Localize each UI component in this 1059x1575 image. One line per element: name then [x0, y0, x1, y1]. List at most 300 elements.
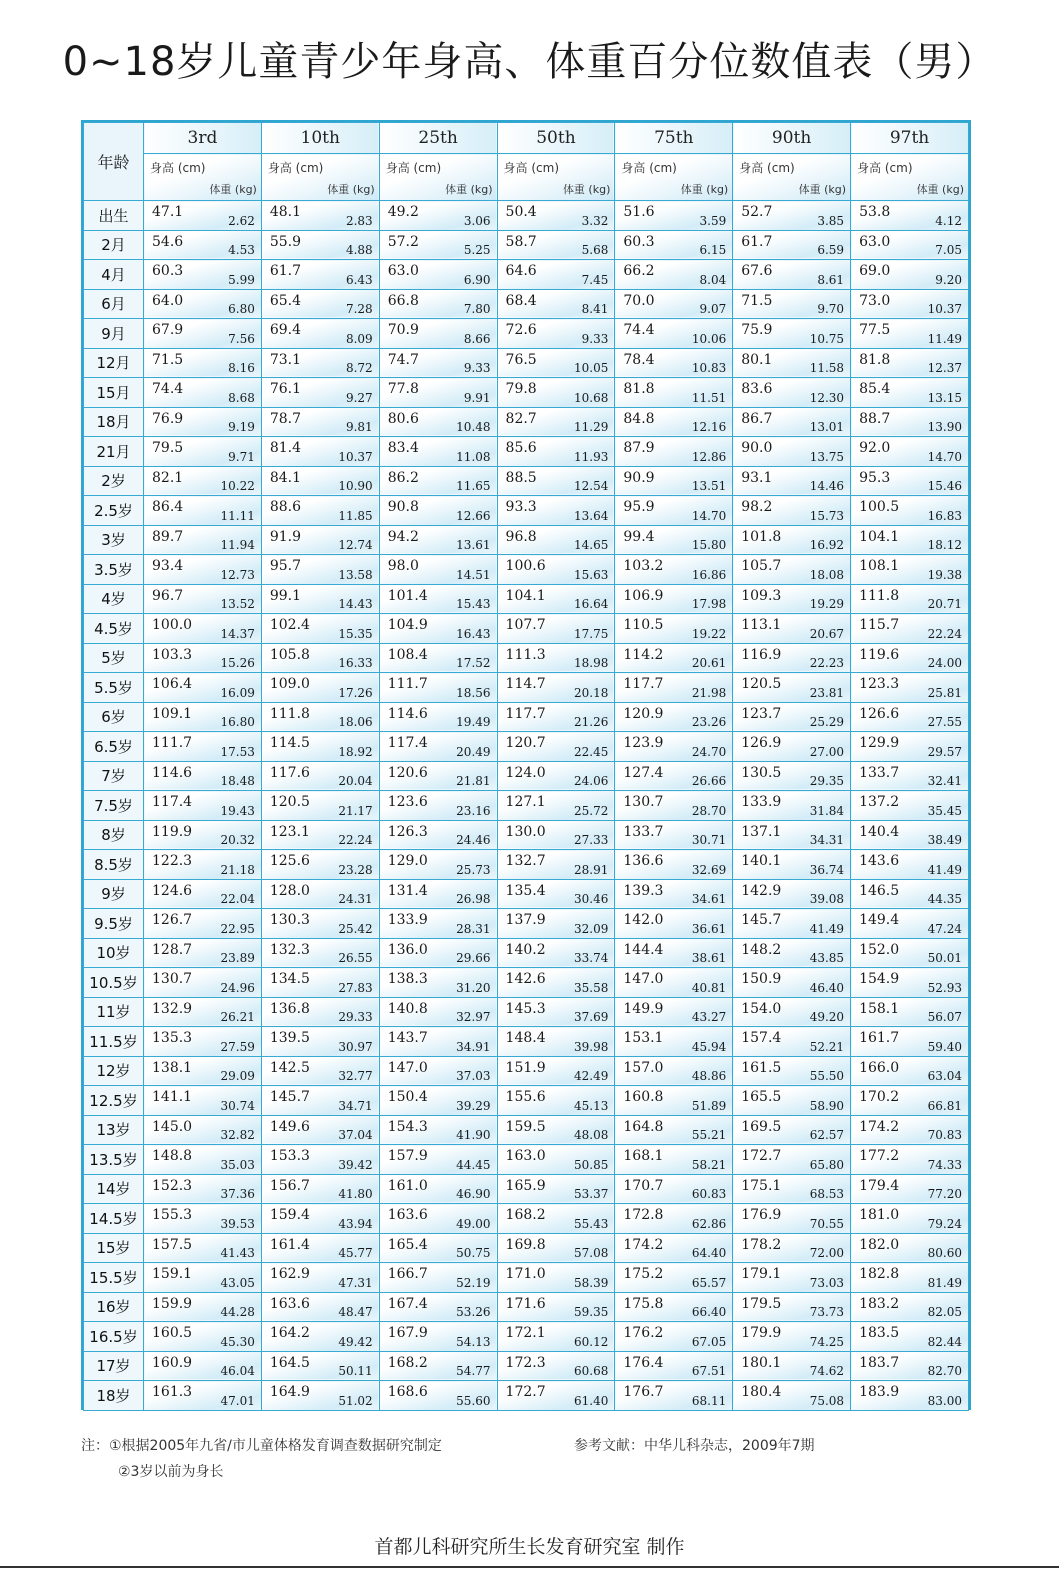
weight-value: 27.00	[809, 744, 845, 759]
age-cell: 10.5岁	[84, 968, 144, 998]
value-cell	[497, 761, 615, 791]
weight-value: 24.31	[338, 892, 373, 906]
weight-value: 20.04	[338, 774, 373, 788]
value-cell	[733, 584, 851, 614]
weight-value: 34.61	[691, 892, 727, 906]
height-value: 159.1	[152, 1266, 193, 1282]
value-cell	[733, 879, 851, 909]
value-cell	[144, 761, 262, 791]
height-value: 133.7	[859, 764, 900, 781]
height-value: 130.7	[152, 971, 193, 987]
table-row	[84, 1115, 969, 1145]
value-cell	[497, 1027, 615, 1057]
weight-value: 7.45	[581, 272, 609, 287]
age-cell: 3.5岁	[84, 555, 144, 585]
height-value: 133.7	[623, 823, 664, 840]
value-cell	[497, 466, 615, 496]
weight-value: 16.43	[456, 626, 491, 641]
weight-value: 25.81	[927, 685, 962, 700]
height-value: 171.6	[505, 1295, 546, 1312]
value-cell	[261, 1115, 379, 1145]
value-cell	[144, 407, 262, 437]
height-value: 159.9	[152, 1295, 193, 1312]
height-value: 148.2	[741, 941, 782, 958]
age-column-header: 年龄	[84, 123, 144, 201]
weight-value: 51.02	[338, 1393, 373, 1408]
height-value: 123.9	[623, 735, 664, 751]
height-value: 152.3	[152, 1177, 193, 1194]
value-cell	[851, 1174, 969, 1204]
height-value: 128.7	[152, 941, 193, 958]
weight-value: 63.04	[927, 1069, 962, 1083]
height-value: 179.4	[859, 1177, 900, 1194]
weight-value: 7.56	[228, 331, 255, 346]
weight-value: 9.20	[935, 272, 962, 287]
value-cell	[497, 673, 615, 703]
height-value: 150.9	[741, 971, 782, 987]
value-cell	[497, 1351, 615, 1381]
weight-value: 50.01	[927, 951, 962, 965]
age-cell: 10岁	[84, 938, 144, 968]
weight-value: 9.19	[228, 420, 255, 434]
height-value: 135.4	[505, 882, 546, 899]
weight-value: 22.45	[574, 744, 609, 759]
value-cell	[733, 1351, 851, 1381]
height-value: 168.1	[623, 1148, 664, 1164]
value-cell	[144, 1056, 262, 1086]
weight-value: 21.18	[220, 862, 255, 877]
height-value: 122.3	[152, 853, 193, 869]
weight-value: 8.09	[345, 331, 373, 346]
value-cell	[615, 1263, 733, 1293]
weight-value: 8.68	[228, 390, 255, 405]
weight-value: 66.81	[927, 1098, 962, 1113]
weight-value: 32.82	[220, 1128, 255, 1142]
value-cell	[733, 732, 851, 762]
height-value: 138.1	[152, 1059, 193, 1076]
value-cell	[733, 938, 851, 968]
value-cell	[497, 1322, 615, 1352]
height-value: 180.4	[741, 1384, 782, 1400]
table-row	[84, 791, 969, 821]
table-row	[84, 1233, 969, 1263]
height-value: 114.6	[387, 705, 428, 722]
height-value: 119.6	[859, 646, 900, 663]
weight-value: 36.61	[691, 921, 727, 936]
height-unit-label: 身高 (cm)	[267, 161, 324, 175]
height-value: 148.8	[152, 1148, 193, 1164]
age-cell: 出生	[84, 201, 144, 231]
weight-value: 15.35	[338, 626, 373, 641]
note-line-1: 注：①根据2005年九省/市儿童体格发育调查数据研究制定	[81, 1438, 442, 1454]
age-cell: 8.5岁	[84, 850, 144, 880]
height-value: 163.0	[505, 1148, 546, 1164]
weight-value: 28.70	[691, 803, 727, 818]
weight-value: 72.00	[809, 1246, 845, 1260]
height-value: 144.4	[623, 941, 664, 958]
value-cell	[144, 1174, 262, 1204]
weight-value: 40.81	[691, 980, 727, 995]
value-cell	[497, 1174, 615, 1204]
height-value: 87.9	[623, 440, 655, 456]
weight-value: 18.06	[338, 715, 373, 729]
value-cell	[261, 702, 379, 732]
unit-header-row	[84, 154, 969, 201]
weight-value: 67.51	[691, 1364, 727, 1378]
value-cell	[497, 820, 615, 850]
table-row	[84, 673, 969, 703]
value-cell	[497, 643, 615, 673]
weight-value: 9.81	[345, 420, 373, 434]
height-value: 58.7	[505, 233, 537, 250]
value-cell	[615, 1174, 733, 1204]
weight-value: 37.03	[456, 1069, 491, 1083]
height-value: 130.7	[623, 794, 664, 810]
weight-value: 18.92	[338, 744, 373, 759]
weight-value: 23.28	[338, 862, 373, 877]
table-row	[84, 997, 969, 1027]
height-value: 137.1	[741, 823, 782, 840]
height-value: 119.9	[152, 823, 193, 840]
value-cell	[497, 555, 615, 585]
height-value: 102.4	[269, 617, 310, 633]
weight-value: 82.70	[927, 1364, 962, 1378]
value-cell	[261, 643, 379, 673]
weight-value: 52.21	[809, 1039, 845, 1054]
weight-value: 13.01	[809, 420, 845, 434]
weight-value: 39.42	[338, 1157, 373, 1172]
height-value: 123.6	[387, 794, 428, 810]
weight-value: 29.57	[927, 744, 962, 759]
height-value: 168.2	[387, 1354, 428, 1371]
value-cell	[144, 614, 262, 644]
value-cell	[497, 201, 615, 231]
height-value: 155.3	[152, 1207, 193, 1223]
height-value: 73.0	[859, 292, 891, 309]
weight-value: 14.43	[338, 597, 373, 611]
weight-value: 2.83	[345, 213, 373, 228]
age-cell: 12岁	[84, 1056, 144, 1086]
height-value: 159.5	[505, 1118, 546, 1135]
height-value: 137.9	[505, 912, 546, 928]
value-cell	[615, 702, 733, 732]
height-value: 157.5	[152, 1236, 193, 1253]
weight-value: 16.64	[574, 597, 609, 611]
height-value: 177.2	[859, 1148, 900, 1164]
value-cell	[497, 1292, 615, 1322]
weight-value: 11.49	[927, 331, 962, 346]
value-cell	[261, 378, 379, 408]
value-cell	[379, 466, 497, 496]
height-value: 79.8	[505, 381, 537, 397]
weight-value: 18.48	[220, 774, 255, 788]
height-value: 129.0	[387, 853, 428, 869]
height-value: 61.7	[269, 263, 302, 279]
value-cell	[497, 496, 615, 526]
weight-value: 13.15	[927, 390, 962, 405]
value-cell	[144, 702, 262, 732]
value-cell	[851, 525, 969, 555]
weight-value: 34.31	[809, 833, 845, 847]
weight-value: 13.58	[338, 567, 373, 582]
value-cell	[144, 879, 262, 909]
height-value: 168.2	[505, 1207, 546, 1223]
value-cell	[144, 348, 262, 378]
weight-value: 74.62	[809, 1364, 845, 1378]
weight-value: 46.90	[456, 1187, 491, 1201]
weight-value: 12.74	[338, 538, 373, 552]
height-value: 130.0	[505, 823, 546, 840]
value-cell	[851, 1027, 969, 1057]
value-cell	[615, 584, 733, 614]
weight-value: 6.90	[463, 272, 491, 287]
value-cell	[144, 201, 262, 231]
height-value: 143.6	[859, 853, 900, 869]
value-cell	[144, 1292, 262, 1322]
percentile-header: 3rd	[144, 123, 262, 154]
height-value: 109.0	[269, 676, 310, 692]
height-value: 178.2	[741, 1236, 782, 1253]
weight-value: 50.11	[338, 1364, 373, 1378]
value-cell	[497, 1381, 615, 1411]
value-cell	[615, 260, 733, 290]
value-cell	[261, 1292, 379, 1322]
weight-value: 17.75	[574, 626, 609, 641]
weight-value: 29.66	[456, 951, 491, 965]
value-cell	[851, 761, 969, 791]
height-value: 167.9	[387, 1325, 428, 1341]
age-cell: 9.5岁	[84, 909, 144, 939]
value-cell	[144, 1145, 262, 1175]
age-cell: 11岁	[84, 997, 144, 1027]
height-value: 61.7	[741, 233, 773, 250]
value-cell	[261, 407, 379, 437]
value-cell	[261, 466, 379, 496]
weight-value: 12.37	[927, 361, 962, 375]
value-cell	[615, 614, 733, 644]
weight-value: 4.53	[228, 243, 255, 257]
height-value: 140.1	[741, 853, 782, 869]
value-cell	[379, 496, 497, 526]
weight-value: 29.09	[220, 1069, 255, 1083]
weight-value: 20.49	[456, 744, 491, 759]
height-value: 94.2	[387, 528, 419, 545]
weight-value: 67.05	[691, 1334, 727, 1349]
weight-value: 23.89	[220, 951, 255, 965]
value-cell	[144, 643, 262, 673]
value-cell	[144, 791, 262, 821]
height-value: 86.4	[152, 499, 184, 515]
value-cell	[851, 1086, 969, 1116]
weight-value: 41.80	[338, 1187, 373, 1201]
height-value: 160.8	[623, 1089, 664, 1105]
weight-value: 3.85	[817, 213, 845, 228]
bottom-divider	[0, 1566, 1059, 1568]
height-value: 63.0	[387, 263, 419, 279]
height-value: 99.1	[269, 587, 302, 604]
height-value: 101.4	[387, 587, 428, 604]
weight-value: 11.11	[220, 508, 255, 523]
height-value: 111.3	[505, 646, 546, 663]
value-cell	[497, 1086, 615, 1116]
weight-unit-label: 体重 (kg)	[680, 183, 729, 196]
value-cell	[144, 584, 262, 614]
value-cell	[261, 1056, 379, 1086]
weight-value: 65.80	[809, 1157, 845, 1172]
height-value: 84.1	[269, 469, 302, 486]
weight-value: 82.44	[927, 1334, 962, 1349]
weight-value: 23.16	[456, 803, 491, 818]
height-value: 72.6	[505, 322, 537, 338]
weight-value: 32.09	[574, 921, 609, 936]
weight-value: 21.81	[456, 774, 491, 788]
percentile-table-frame	[81, 120, 971, 1410]
reference-note: 参考文献：中华儿科杂志，2009年7期	[574, 1438, 815, 1454]
height-value: 132.7	[505, 853, 546, 869]
value-cell	[851, 437, 969, 467]
weight-value: 21.26	[574, 715, 609, 729]
footer-credit: 首都儿科研究所生长发育研究室 制作	[374, 1536, 685, 1558]
height-value: 98.2	[741, 499, 773, 515]
age-cell: 7岁	[84, 761, 144, 791]
value-cell	[497, 1056, 615, 1086]
height-value: 108.1	[859, 558, 900, 574]
value-cell	[851, 850, 969, 880]
height-value: 104.1	[859, 528, 900, 545]
height-value: 114.7	[505, 676, 546, 692]
weight-value: 25.29	[809, 715, 845, 729]
height-value: 159.4	[269, 1207, 310, 1223]
value-cell	[733, 643, 851, 673]
value-cell	[497, 525, 615, 555]
value-cell	[497, 260, 615, 290]
weight-value: 32.69	[691, 862, 727, 877]
weight-value: 5.99	[228, 272, 255, 287]
weight-value: 13.64	[574, 508, 609, 523]
value-cell	[851, 1204, 969, 1234]
height-value: 117.6	[269, 764, 310, 781]
table-row	[84, 820, 969, 850]
height-value: 152.0	[859, 941, 900, 958]
value-cell	[379, 1381, 497, 1411]
value-cell	[851, 614, 969, 644]
weight-value: 74.25	[809, 1334, 845, 1349]
height-value: 169.8	[505, 1236, 546, 1253]
value-cell	[851, 1292, 969, 1322]
age-cell: 11.5岁	[84, 1027, 144, 1057]
value-cell	[733, 791, 851, 821]
height-value: 100.0	[152, 617, 193, 633]
height-value: 136.0	[387, 941, 428, 958]
value-cell	[379, 909, 497, 939]
height-value: 148.4	[505, 1030, 546, 1046]
weight-value: 39.29	[456, 1098, 491, 1113]
value-cell	[261, 437, 379, 467]
value-cell	[615, 1056, 733, 1086]
weight-value: 11.51	[691, 390, 727, 405]
value-cell	[144, 466, 262, 496]
height-value: 161.4	[269, 1236, 310, 1253]
height-value: 81.8	[623, 381, 655, 397]
weight-value: 12.66	[456, 508, 491, 523]
value-cell	[851, 230, 969, 260]
height-value: 127.4	[623, 764, 664, 781]
table-row	[84, 1322, 969, 1352]
weight-value: 41.49	[927, 862, 962, 877]
height-value: 172.7	[505, 1384, 546, 1400]
value-cell	[379, 260, 497, 290]
weight-value: 43.94	[338, 1216, 373, 1231]
value-cell	[615, 1145, 733, 1175]
height-value: 149.9	[623, 1000, 664, 1017]
value-cell	[379, 201, 497, 231]
table-row	[84, 879, 969, 909]
age-cell: 2.5岁	[84, 496, 144, 526]
value-cell	[497, 1233, 615, 1263]
height-value: 156.7	[269, 1177, 310, 1194]
value-cell	[379, 1351, 497, 1381]
weight-value: 16.86	[691, 567, 727, 582]
height-value: 50.4	[505, 204, 537, 220]
weight-value: 27.83	[338, 980, 373, 995]
weight-value: 14.51	[456, 567, 491, 582]
value-cell	[851, 643, 969, 673]
weight-value: 57.08	[574, 1246, 609, 1260]
weight-value: 37.04	[338, 1128, 373, 1142]
height-value: 172.7	[741, 1148, 782, 1164]
value-cell	[733, 761, 851, 791]
height-value: 175.1	[741, 1177, 782, 1194]
weight-value: 70.83	[927, 1128, 962, 1142]
age-cell: 14.5岁	[84, 1204, 144, 1234]
weight-value: 62.86	[691, 1216, 727, 1231]
height-value: 142.5	[269, 1059, 310, 1076]
height-value: 126.7	[152, 912, 193, 928]
weight-value: 10.06	[691, 331, 727, 346]
table-row	[84, 643, 969, 673]
weight-value: 19.38	[927, 567, 962, 582]
height-value: 163.6	[269, 1295, 310, 1312]
value-cell	[497, 879, 615, 909]
value-cell	[851, 732, 969, 762]
height-value: 106.4	[152, 676, 193, 692]
weight-value: 3.32	[581, 213, 609, 228]
value-cell	[733, 525, 851, 555]
value-cell	[733, 1086, 851, 1116]
value-cell	[379, 997, 497, 1027]
percentile-header: 25th	[379, 123, 497, 154]
height-value: 142.0	[623, 912, 664, 928]
height-value: 49.2	[387, 204, 419, 220]
value-cell	[733, 437, 851, 467]
height-value: 66.8	[387, 292, 419, 309]
value-cell	[261, 761, 379, 791]
height-value: 120.7	[505, 735, 546, 751]
value-cell	[261, 820, 379, 850]
height-value: 93.4	[152, 558, 184, 574]
height-value: 81.8	[859, 351, 891, 368]
value-cell	[261, 938, 379, 968]
value-cell	[379, 1263, 497, 1293]
value-cell	[497, 348, 615, 378]
unit-header	[497, 154, 615, 201]
weight-value: 75.08	[809, 1393, 845, 1408]
weight-value: 58.39	[574, 1275, 609, 1290]
weight-value: 73.73	[809, 1305, 845, 1319]
weight-value: 10.22	[220, 479, 255, 493]
height-value: 81.4	[269, 440, 302, 456]
percentile-header: 10th	[261, 123, 379, 154]
